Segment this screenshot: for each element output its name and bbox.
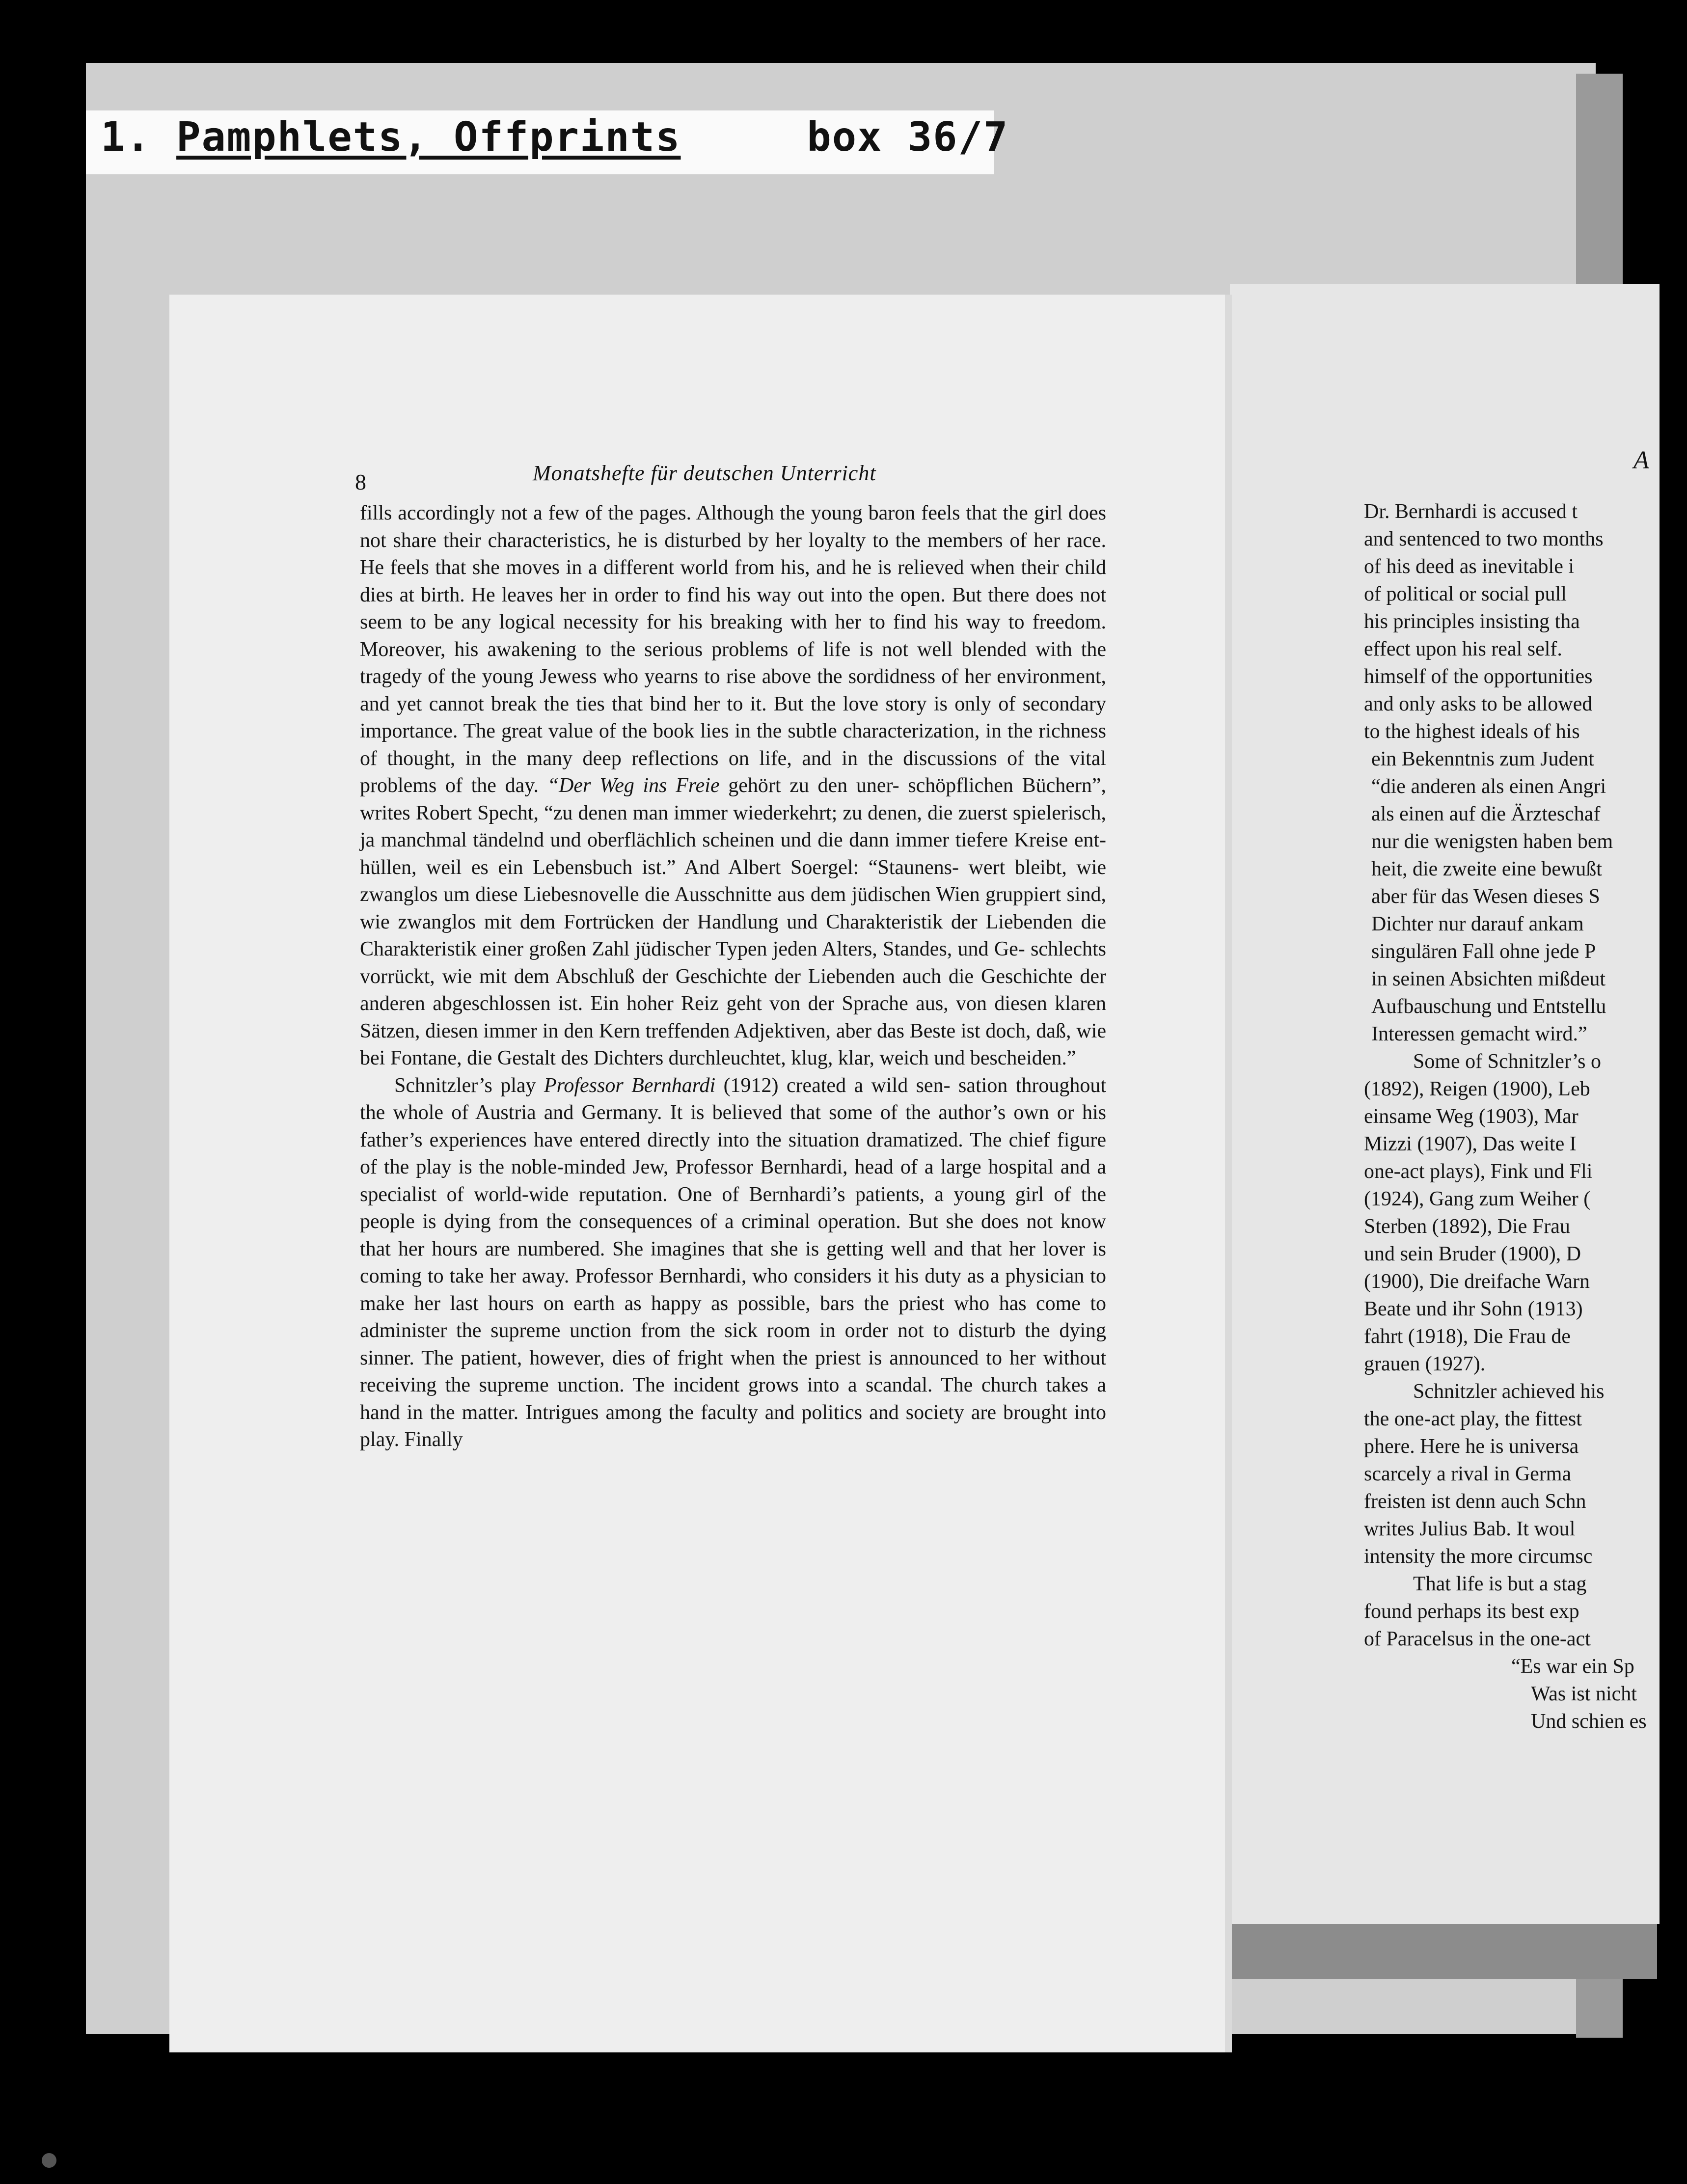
text-line: numbered. She imagines that she is getting well and that her lover (517, 1237, 1086, 1260)
right-text-line: Was ist nicht (1531, 1683, 1637, 1705)
text-line: of the young Jewess who yearns to rise above the sordidness of her (428, 665, 991, 688)
text-line: possible, bars the priest who has come to administer the supreme (360, 1292, 1106, 1342)
label-number: 1. (101, 114, 151, 161)
text-line: by her loyalty to the members of her race. He feels that she moves (360, 529, 1107, 579)
text-line: den Kern treffenden Adjektiven, aber das Beste ist doch, daß, wie bei (360, 1019, 1106, 1069)
right-text-line: Dichter nur darauf ankam (1371, 913, 1584, 935)
right-text-line: heit, die zweite eine bewußt (1371, 858, 1602, 880)
right-text-line: writes Julius Bab. It woul (1364, 1518, 1576, 1540)
text-line: is coming to take her away. Professor Bernhardi, who considers it (360, 1237, 1106, 1287)
label-category: Pamphlets, Offprints (176, 114, 681, 161)
right-text-line: his principles insisting tha (1364, 610, 1580, 633)
text-line: a young girl of the people is dying from the consequences of a (360, 1183, 1107, 1233)
right-text-line: and only asks to be allowed (1364, 693, 1593, 715)
text-line: that some of the author’s own or his father’s experiences have entered (360, 1101, 1106, 1151)
text-line: wiederkehrt; zu denen, die zuerst spielerisch, ja manchmal tändelnd (360, 801, 1106, 851)
text-line: is the noble-minded Jew, Professor Bernhardi, head of a large hospital (458, 1156, 1054, 1178)
text-line: directly into the situation dramatized. The chief figure of the play (360, 1128, 1107, 1178)
text-line: schöpflichen Büchern”, writes Robert Specht, “zu denen man immer (360, 774, 1107, 824)
text-line: der Handlung und Charakteristik der Liebenden die Charakteristik (360, 910, 1107, 960)
text-line: bescheiden.” (970, 1047, 1076, 1069)
film-speck (42, 2153, 56, 2168)
page-number: 8 (355, 469, 366, 494)
left-page (169, 295, 1232, 2052)
right-text-line: Beate und ihr Sohn (1913) (1364, 1298, 1583, 1320)
text-line: dies at birth. He leaves her in order to find his way out into the (360, 583, 894, 606)
right-text-line: grauen (1927). (1364, 1353, 1486, 1375)
text-line: sation throughout the whole of Austria and Germany. It is believed (360, 1074, 1106, 1124)
archive-label-text (101, 114, 1008, 161)
label-box: box 36/7 (807, 114, 1009, 161)
right-text-line: singulären Fall ohne jede P (1371, 940, 1596, 963)
right-text-line: “die anderen als einen Angri (1371, 775, 1606, 798)
right-text-line: in seinen Absichten mißdeut (1371, 968, 1606, 990)
text-line: wert bleibt, wie zwanglos um diese Liebesnovelle die Ausschnitte aus (360, 856, 1107, 906)
right-text-line: scarcely a rival in Germa (1364, 1463, 1572, 1485)
text-line: schlechts vorrückt, wie mit dem Abschluß der Geschichte der Liebenden (360, 938, 1107, 988)
text-line: gehört zu den uner- (719, 774, 899, 797)
text-line: unction from the sick room in order not to disturb the dying sinner. (360, 1319, 1107, 1369)
text-line: her without receiving the supreme unction. The incident grows into (360, 1346, 1107, 1396)
text-line: open. But there does not seem to be any logical necessity for his (360, 583, 1106, 633)
right-text-line: of Paracelsus in the one-act (1364, 1628, 1591, 1650)
right-text-line: ein Bekenntnis zum Judent (1371, 748, 1594, 770)
right-text-line: of his deed as inevitable i (1364, 555, 1575, 578)
right-text-line: himself of the opportunities (1364, 665, 1593, 688)
right-text-line: nur die wenigsten haben bem (1371, 830, 1613, 853)
paragraph-1 (360, 500, 1106, 1072)
text-line: a scandal. The church takes a hand in the matter. Intrigues among (360, 1374, 1106, 1424)
text-line: breaking with her to find his way to freedom. Moreover, his awakening (360, 611, 1107, 661)
running-head: Monatshefte für deutschen Unterricht (533, 461, 876, 485)
right-text-line: (1892), Reigen (1900), Leb (1364, 1078, 1590, 1100)
text-line: the love story is only of secondary importance. The great value of (360, 692, 1107, 742)
right-text-line: effect upon his real self. (1364, 638, 1562, 660)
right-text-line: phere. Here he is universa (1364, 1435, 1579, 1458)
right-text-line: Aufbauschung und Entstellu (1371, 995, 1606, 1018)
text-line: (1912) created a wild sen- (715, 1074, 951, 1097)
right-text-line: found perhaps its best exp (1364, 1600, 1579, 1623)
text-line: in a different world from his, and he is relieved when their child (566, 556, 1107, 579)
right-text-line: Interessen gemacht wird.” (1371, 1023, 1587, 1045)
text-line: einer großen Zahl jüdischer Typen jeden Alters, Standes, und Ge- (482, 938, 1025, 960)
para2-start: Schnitzler’s play (394, 1074, 544, 1097)
right-text-line: einsame Weg (1903), Mar (1364, 1105, 1578, 1128)
text-line: the faculty and politics and society are brought into play. Finally (360, 1401, 1106, 1451)
text-line: dem jüdischen Wien gruppiert sind, wie zwanglos mit dem Fortrücken (360, 883, 1106, 933)
right-text-line: Schnitzler achieved his (1413, 1380, 1605, 1403)
text-line: vital problems of the day. (360, 747, 1107, 797)
right-text-line: aber für das Wesen dieses S (1371, 885, 1600, 908)
right-text-line: and sentenced to two months (1364, 528, 1604, 550)
text-line: his duty as a physician to make her last hours on earth as happy as (360, 1265, 1107, 1315)
right-text-line: freisten ist denn auch Schn (1364, 1490, 1586, 1513)
text-line: and a specialist of world-wide reputation. One of Bernhardi’s patients, (360, 1156, 1106, 1206)
right-text-line: intensity the more circumsc (1364, 1545, 1593, 1568)
text-line: Fontane, die Gestalt des Dichters durchleuchtet, klug, klar, weich und (390, 1047, 965, 1069)
text-line: feels that the girl does not share their characteristics, he is disturbed (360, 502, 1107, 552)
text-line: environment, and yet cannot break the ties that bind her to it. But (360, 665, 1107, 715)
right-text-line: Mizzi (1907), Das weite I (1364, 1133, 1577, 1155)
right-page-text (1364, 498, 1660, 1735)
right-text-line: the one-act play, the fittest (1364, 1408, 1582, 1430)
text-line: hüllen, weil es ein Lebensbuch ist.” And Albert Soergel: “Staunens- (360, 856, 959, 879)
text-line: the book lies in the subtle characterization, in the richness of thought, (360, 720, 1106, 770)
text-line: “Der Weg ins Freie (547, 774, 720, 797)
text-line: criminal operation. But she does not know that her hours are (360, 1210, 1106, 1260)
text-line: The patient, however, dies of fright when the priest is announced to (421, 1346, 1002, 1369)
right-text-line: fahrt (1918), Die Frau de (1364, 1325, 1571, 1348)
right-text-line: of political or social pull (1364, 583, 1567, 605)
left-page-text (360, 500, 1106, 1454)
right-text-line: (1900), Die dreifache Warn (1364, 1270, 1590, 1293)
right-text-line: “Es war ein Sp (1511, 1655, 1634, 1678)
text-line: fills accordingly not a few of the pages. Although the young baron (360, 502, 916, 524)
text-line: auch die Geschichte der anderen abgeschlossen ist. Ein hoher Reiz (360, 965, 1107, 1015)
right-text-line: und sein Bruder (1900), D (1364, 1243, 1581, 1265)
right-text-line: (1924), Gang zum Weiher ( (1364, 1188, 1591, 1210)
paragraph-2 (360, 1072, 1106, 1454)
right-page (1230, 284, 1660, 1924)
right-text-line: Dr. Bernhardi is accused t (1364, 500, 1578, 523)
para2-title: Professor Bernhardi (544, 1074, 716, 1097)
right-text-line: als einen auf die Ärzteschaf (1371, 803, 1601, 825)
right-running-head: A (1633, 446, 1649, 474)
text-line: und oberflächlich scheinen und die dann immer tiefere Kreise ent- (550, 829, 1106, 851)
text-line: geht von der Sprache aus, von diesen klaren Sätzen, diesen immer in (360, 992, 1107, 1042)
right-text-line: Und schien es (1531, 1710, 1647, 1733)
right-text-line: one-act plays), Fink und Fli (1364, 1160, 1593, 1183)
right-text-line: That life is but a stag (1413, 1573, 1587, 1595)
text-line: in the many deep reflections on life, and in the discussions of the (465, 747, 1060, 770)
text-line: to the serious problems of life is not well blended with the tragedy (360, 638, 1107, 688)
right-text-line: Sterben (1892), Die Frau (1364, 1215, 1570, 1238)
right-text-line: Some of Schnitzler’s o (1413, 1050, 1602, 1073)
right-text-line: to the highest ideals of his (1364, 720, 1580, 743)
